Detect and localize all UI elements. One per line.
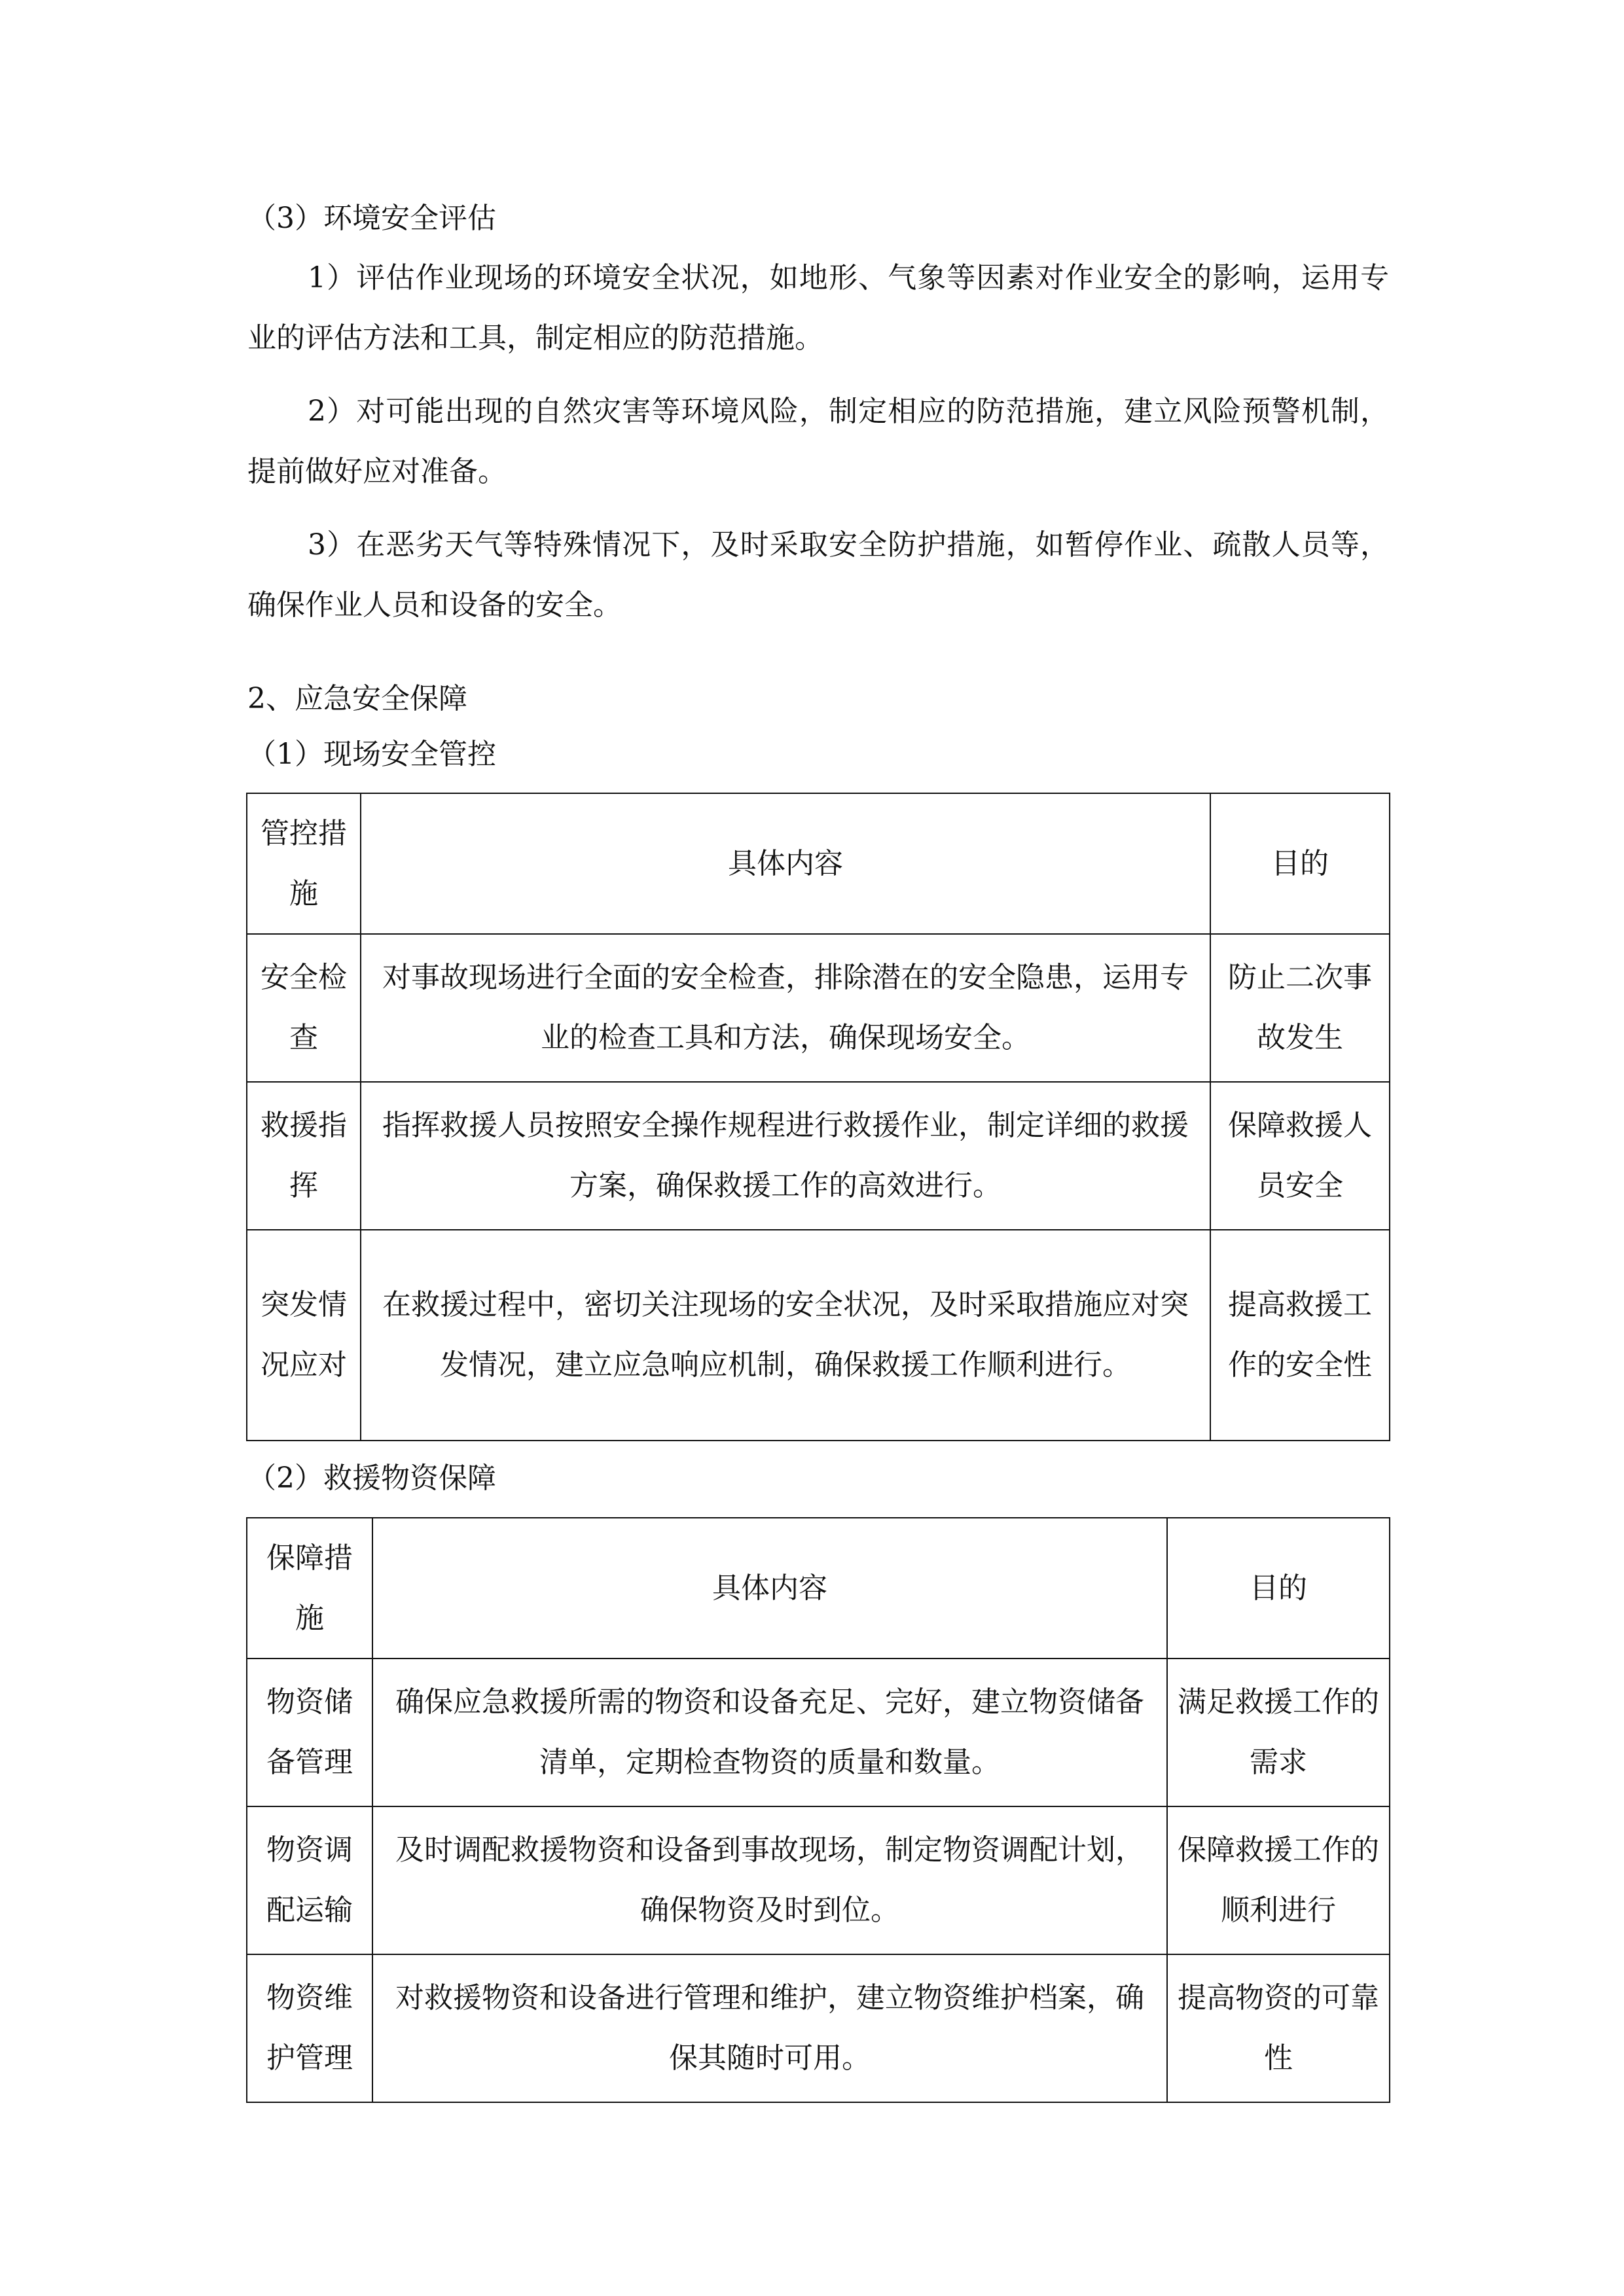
paragraph-1: 1）评估作业现场的环境安全状况，如地形、气象等因素对作业安全的影响，运用专业的评估方法和工具，制定相应的防范措施。 xyxy=(247,261,1389,355)
table1-caption: （1）现场安全管控 xyxy=(247,738,496,771)
measure-cell: 安全检查 xyxy=(247,934,361,1082)
header-cell-content: 具体内容 xyxy=(372,1518,1167,1659)
table-row xyxy=(247,1806,1390,1954)
measure-cell: 物资储备管理 xyxy=(247,1659,372,1806)
table-header-row xyxy=(247,793,1390,934)
header-cell-measure: 保障措施 xyxy=(247,1518,372,1659)
paragraph-2: 2）对可能出现的自然灾害等环境风险，制定相应的防范措施，建立风险预警机制，提前做好应对准备。 xyxy=(247,395,1389,488)
section-heading-emergency: 2、应急安全保障 xyxy=(247,682,467,715)
table-header-row xyxy=(247,1518,1390,1659)
section-heading-environment-safety: （3）环境安全评估 xyxy=(247,202,496,235)
header-cell-purpose: 目的 xyxy=(1167,1518,1390,1659)
table2-caption: （2）救援物资保障 xyxy=(247,1462,496,1495)
content-cell: 在救援过程中，密切关注现场的安全状况，及时采取措施应对突发情况，建立应急响应机制，确保救援工作顺利进行。 xyxy=(361,1230,1210,1441)
site-safety-control-table xyxy=(246,793,1390,1441)
measure-cell: 物资调配运输 xyxy=(247,1806,372,1954)
measure-cell: 物资维护管理 xyxy=(247,1954,372,2102)
content-cell: 指挥救援人员按照安全操作规程进行救援作业，制定详细的救援方案，确保救援工作的高效进行。 xyxy=(361,1082,1210,1230)
paragraph-3: 3）在恶劣天气等特殊情况下，及时采取安全防护措施，如暂停作业、疏散人员等，确保作业人员和设备的安全。 xyxy=(247,528,1389,622)
purpose-cell: 提高救援工作的安全性 xyxy=(1210,1230,1390,1441)
header-cell-content: 具体内容 xyxy=(361,793,1210,934)
table-row xyxy=(247,1082,1390,1230)
content-cell: 对救援物资和设备进行管理和维护，建立物资维护档案，确保其随时可用。 xyxy=(372,1954,1167,2102)
purpose-cell: 提高物资的可靠性 xyxy=(1167,1954,1390,2102)
content-cell: 确保应急救援所需的物资和设备充足、完好，建立物资储备清单，定期检查物资的质量和数量。 xyxy=(372,1659,1167,1806)
purpose-cell: 保障救援人员安全 xyxy=(1210,1082,1390,1230)
purpose-cell: 满足救援工作的需求 xyxy=(1167,1659,1390,1806)
measure-cell: 突发情况应对 xyxy=(247,1230,361,1441)
purpose-cell: 防止二次事故发生 xyxy=(1210,934,1390,1082)
table-row xyxy=(247,1230,1390,1441)
content-cell: 对事故现场进行全面的安全检查，排除潜在的安全隐患，运用专业的检查工具和方法，确保现场安全。 xyxy=(361,934,1210,1082)
table-row xyxy=(247,1954,1390,2102)
purpose-cell: 保障救援工作的顺利进行 xyxy=(1167,1806,1390,1954)
measure-cell: 救援指挥 xyxy=(247,1082,361,1230)
rescue-supplies-table xyxy=(246,1517,1390,2103)
content-cell: 及时调配救援物资和设备到事故现场，制定物资调配计划，确保物资及时到位。 xyxy=(372,1806,1167,1954)
table-row xyxy=(247,934,1390,1082)
table-row xyxy=(247,1659,1390,1806)
header-cell-purpose: 目的 xyxy=(1210,793,1390,934)
header-cell-measure: 管控措施 xyxy=(247,793,361,934)
